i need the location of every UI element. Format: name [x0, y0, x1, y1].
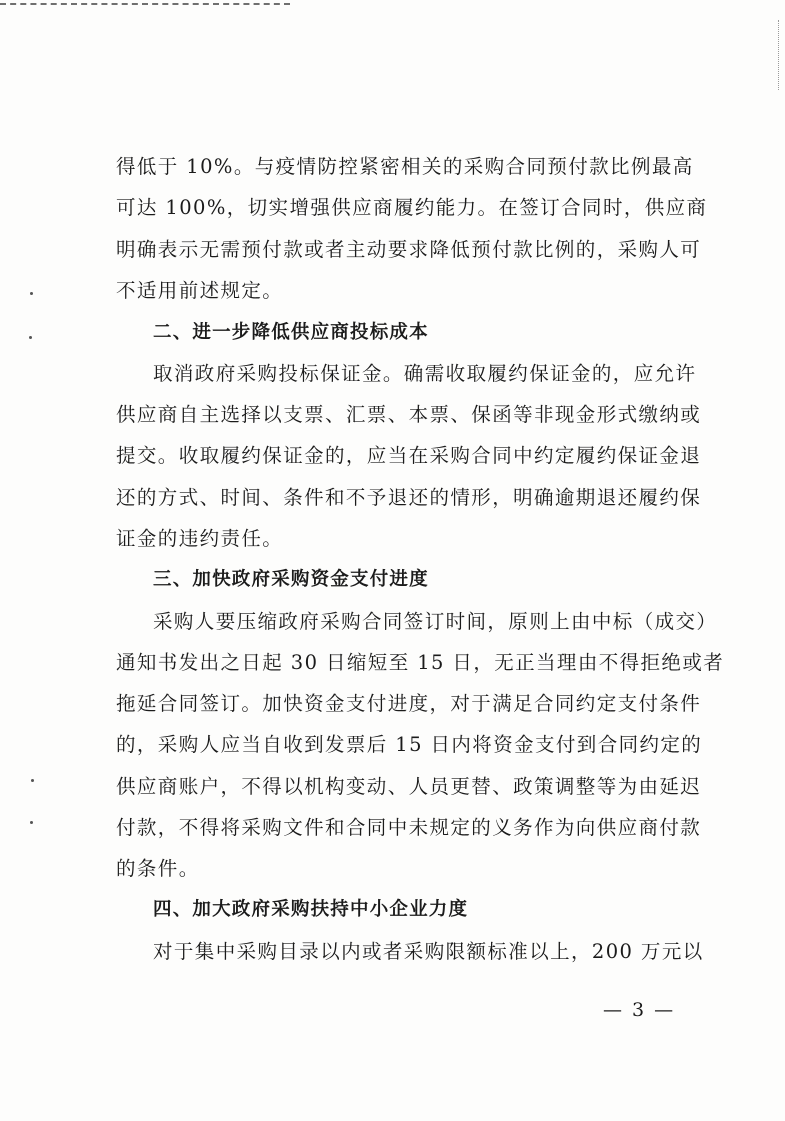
body-text-line: 拖延合同签订。加快资金支付进度，对于满足合同约定支付条件: [116, 692, 702, 715]
scan-speck: [31, 779, 34, 782]
body-text-line: 明确表示无需预付款或者主动要求降低预付款比例的，采购人可: [116, 238, 702, 261]
body-text-line: 付款，不得将采购文件和合同中未规定的义务作为向供应商付款: [116, 816, 702, 839]
body-text-line: 供应商自主选择以支票、汇票、本票、保函等非现金形式缴纳或: [116, 403, 702, 426]
body-text-line: 的，采购人应当自收到发票后 15 日内将资金支付到合同约定的: [116, 733, 703, 756]
scan-speck: [29, 336, 32, 339]
body-text-line: 对于集中采购目录以内或者采购限额标准以上，200 万元以: [153, 940, 704, 963]
body-text-line: 证金的违约责任。: [116, 527, 284, 550]
body-text-line: 还的方式、时间、条件和不予退还的情形，明确逾期退还履约保: [116, 486, 702, 509]
scan-top-edge: [0, 3, 290, 5]
page-number: — 3 —: [603, 999, 676, 1021]
scan-speck: [30, 821, 33, 824]
body-text-line: 取消政府采购投标保证金。确需收取履约保证金的，应允许: [153, 362, 697, 385]
body-text-line: 得低于 10%。与疫情防控紧密相关的采购合同预付款比例最高: [116, 155, 694, 178]
body-text-line: 提交。收取履约保证金的，应当在采购合同中约定履约保证金退: [116, 444, 702, 467]
section-heading: 三、加快政府采购资金支付进度: [153, 569, 429, 590]
body-text-line: 供应商账户，不得以机构变动、人员更替、政策调整等为由延迟: [116, 775, 702, 798]
scan-right-edge-marks: [772, 20, 779, 90]
body-text-line: 采购人要压缩政府采购合同签订时间，原则上由中标（成交）: [153, 610, 718, 633]
section-heading: 四、加大政府采购扶持中小企业力度: [153, 899, 469, 920]
body-text-line: 不适用前述规定。: [116, 279, 284, 302]
body-text-line: 的条件。: [116, 857, 200, 880]
scan-speck: [30, 292, 33, 295]
body-text-line: 通知书发出之日起 30 日缩短至 15 日，无正当理由不得拒绝或者: [116, 651, 725, 674]
body-text-line: 可达 100%，切实增强供应商履约能力。在签订合同时，供应商: [116, 196, 708, 219]
section-heading: 二、进一步降低供应商投标成本: [153, 322, 429, 343]
